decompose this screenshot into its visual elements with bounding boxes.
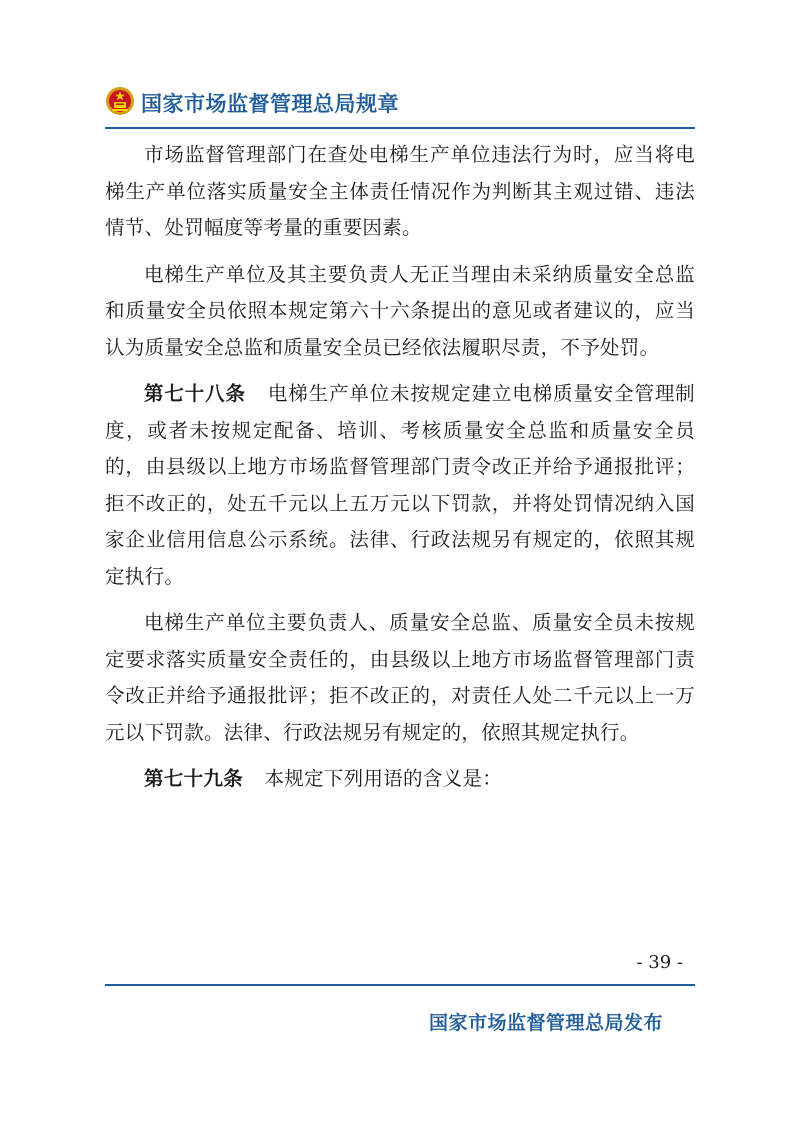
paragraph-text: 市场监督管理部门在查处电梯生产单位违法行为时，应当将电梯生产单位落实质量安全主体责任情况作为判断其主观过错、违法情节、处罚幅度等考量的重要因素。 bbox=[105, 143, 695, 239]
paragraph-text: 电梯生产单位未按规定建立电梯质量安全管理制度，或者未按规定配备、培训、考核质量安全总监和质量安全员的，由县级以上地方市场监督管理部门责令改正并给予通报批评；拒不改正的，处五千元以上五万元以下罚款，并将处罚情况纳入国家企业信用信息公示系统。法律、行政法规另有规定的，依照其规定执行。 bbox=[105, 382, 695, 588]
national-emblem-icon bbox=[105, 86, 135, 116]
document-body bbox=[105, 137, 695, 798]
page-number: - 39 - bbox=[636, 952, 683, 973]
footer-publisher: 国家市场监督管理总局发布 bbox=[428, 1012, 663, 1034]
paragraph-text: 电梯生产单位主要负责人、质量安全总监、质量安全员未按规定要求落实质量安全责任的，由县级以上地方市场监督管理部门责令改正并给予通报批评；拒不改正的，对责任人处二千元以上一万元以下罚款。法律、行政法规另有规定的，依照其规定执行。 bbox=[105, 611, 695, 744]
header-title: 国家市场监督管理总局规章 bbox=[141, 92, 399, 116]
header-divider bbox=[105, 127, 695, 129]
paragraph-text: 电梯生产单位及其主要负责人无正当理由未采纳质量安全总监和质量安全员依照本规定第六十六条提出的意见或者建议的，应当认为质量安全总监和质量安全员已经依法履职尽责，不予处罚。 bbox=[105, 262, 695, 359]
page-header bbox=[105, 78, 695, 128]
paragraph-text: 本规定下列用语的含义是： bbox=[264, 767, 503, 790]
paragraph bbox=[105, 605, 695, 751]
paragraph bbox=[105, 761, 695, 798]
footer-divider bbox=[105, 984, 695, 986]
paragraph bbox=[105, 376, 695, 595]
article-number: 第七十八条 bbox=[144, 382, 246, 405]
article-number: 第七十九条 bbox=[144, 767, 244, 790]
paragraph bbox=[105, 257, 695, 367]
paragraph bbox=[105, 137, 695, 247]
